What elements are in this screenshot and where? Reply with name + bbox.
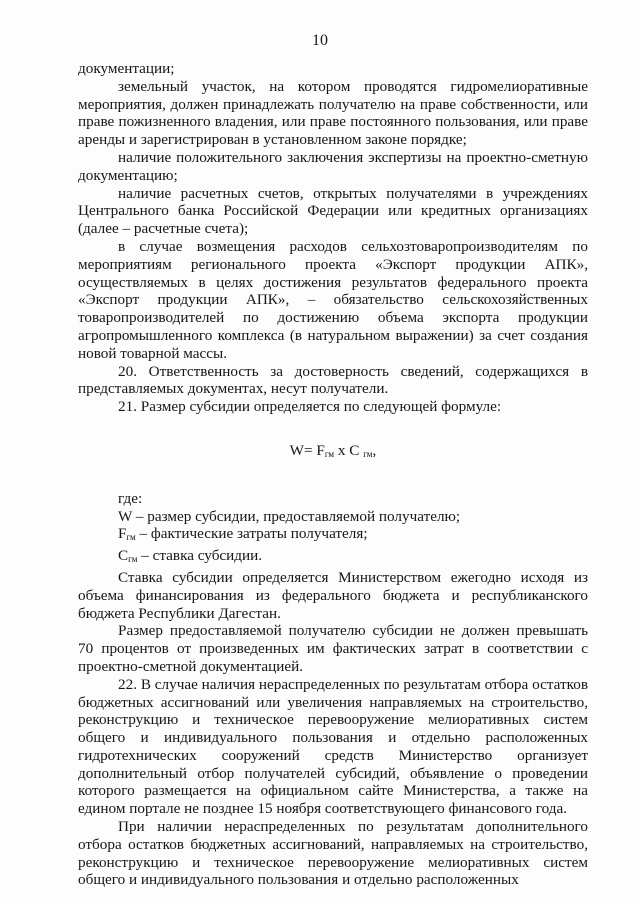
page-number: 10 (312, 32, 328, 49)
paragraph-limit: Размер предоставляемой получателю субсидии не должен превышать 70 процентов от произведенных им фактических затрат в соответствии с проектно-сметной документацией. (78, 622, 588, 675)
paragraph-expertise: наличие положительного заключения экспертизы на проектно-сметную документацию; (78, 148, 588, 184)
paragraph-documentation: документации; (78, 60, 175, 77)
where-c (78, 547, 588, 569)
where-f (78, 525, 588, 547)
formula-w: W= F (289, 441, 325, 459)
formula-x: x C (334, 441, 364, 459)
paragraph-22: 22. В случае наличия нераспределенных по результатам отбора остатков бюджетных ассигнований или увеличения направляемых на строительство, реконструкцию и техническое перевооружение мелиоративных систем общего и индивидуального пользования и отдельно расположенных гидротехнических сооружений средств Министерство организует дополнительный отбор получателей субсидий, объявление о проведении которого размещается на официальном сайте Министерства, а также на едином портале не позднее 15 ноября соответствующего финансового года. (78, 675, 588, 818)
paragraph-remaining: При наличии нераспределенных по результатам дополнительного отбора остатков бюджетных ассигнований, направляемых на строительство, реконструкцию и техническое перевооружение мелиоративных систем общего и индивидуального пользования и отдельно расположенных (78, 818, 588, 889)
where-f-symbol: F (118, 525, 127, 543)
where-label: где: (118, 489, 143, 507)
document-body (78, 60, 588, 889)
where-f-sub: гм (126, 532, 136, 543)
where-c-text: – ставка субсидии. (137, 547, 263, 565)
where-c-symbol: С (118, 547, 129, 565)
paragraph-export: в случае возмещения расходов сельхозтоваропроизводителям по мероприятиям регионального проекта «Экспорт продукции АПК», осуществляемых в целях достижения результатов федерального проекта «Экспорт продукции АПК», – обязательство сельскохозяйственных товаропроизводителей по достижению объема экспорта продукции агропромышленного комплекса (в натуральном выражении) за счет создания новой товарной массы. (78, 237, 588, 362)
formula-sub-f: гм (324, 448, 335, 459)
paragraph-20: 20. Ответственность за достоверность сведений, содержащихся в представляемых документах, несут получатели. (78, 362, 588, 398)
paragraph-accounts: наличие расчетных счетов, открытых получателями в учреждениях Центрального банка Российской Федерации или кредитных организациях (далее – расчетные счета); (78, 184, 588, 238)
paragraph-rate: Ставка субсидии определяется Министерством ежегодно исходя из объема финансирования из федерального бюджета и республиканского бюджета Республики Дагестан. (78, 568, 588, 622)
formula-tail: , (372, 441, 377, 459)
where-c-sub: гм (128, 554, 138, 565)
paragraph-land-plot: земельный участок, на котором проводятся гидромелиоративные мероприятия, должен принадлежать получателю на праве собственности, или праве пожизненного владения, или праве постоянного пользования, или праве аренды и зарегистрирован в установленном законе порядке; (78, 77, 588, 149)
formula-sub-c: гм (363, 448, 373, 459)
where-f-text: – фактические затраты получателя; (135, 525, 368, 543)
paragraph-21: 21. Размер субсидии определяется по следующей формуле: (118, 398, 502, 416)
subsidy-formula (78, 442, 588, 464)
where-w: W – размер субсидии, предоставляемой получателю; (118, 507, 461, 525)
